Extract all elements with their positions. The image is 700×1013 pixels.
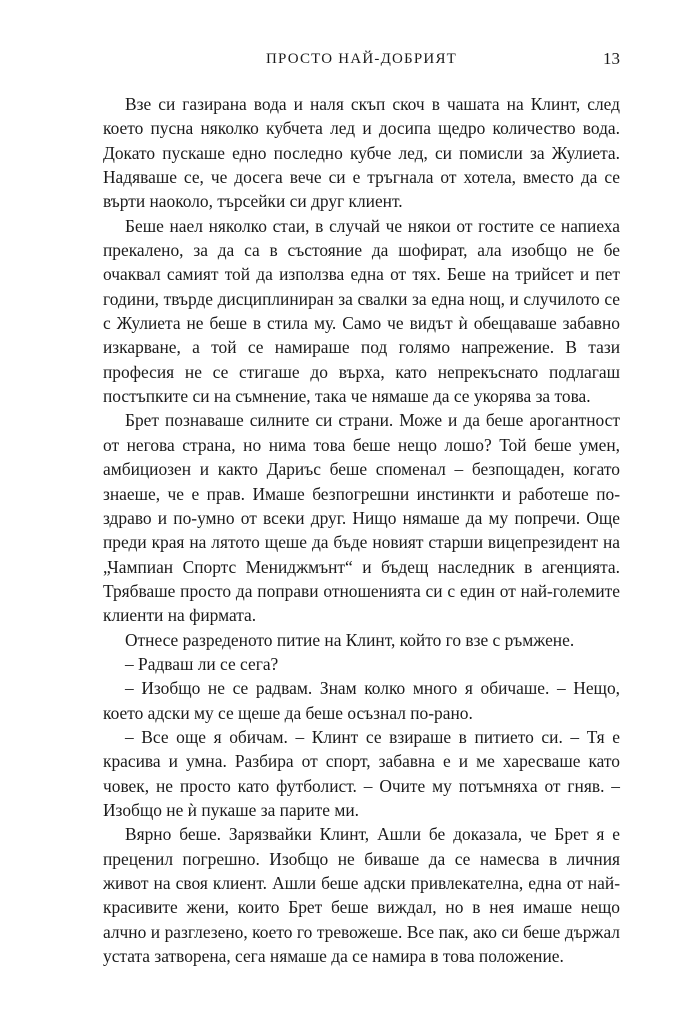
running-head bbox=[103, 44, 620, 74]
running-title: ПРОСТО НАЙ-ДОБРИЯТ bbox=[265, 51, 458, 67]
dialogue-line: – Изобщо не се радвам. Знам колко много я обичаше. – Нещо, което адски му се щеше да беше осъзнал по-рано. bbox=[103, 678, 620, 723]
paragraph: Беше наел няколко стаи, в случай че някои от гостите се напиеха прекалено, за да са в състояние да шофират, ала изобщо не бе очаквал самият той да използва една от тях. Беше на трийсет и пет години, твърде дисциплиниран за свалки за една нощ, и случилото се с Жулиета не беше в стила му. Само че видът ѝ обещаваше забавно изкарване, а той се намираше под голямо напрежение. В тази професия не се стигаше до върха, като непрекъснато подлагаш постъпките си на съмнение, така че нямаше да се укорява за това. bbox=[103, 215, 620, 407]
paragraph: Брет познаваше силните си страни. Може и да беше арогантност от негова страна, но нима това беше нещо лошо? Той беше умен, амбициозен и както Дариъс беше споменал – безпощаден, когато знаеше, че е прав. Имаше безпогрешни инстинкти и работеше по-здраво и по-умно от всеки друг. Нищо нямаше да му попречи. Още преди края на лятото щеше да бъде новият старши вицепрезидент на „Чампиан Спортс Мениджмънт“ и бъдещ наследник в агенцията. Трябваше просто да поправи отношенията си с един от най-големите клиенти на фирмата. bbox=[103, 410, 620, 626]
page-number: 13 bbox=[603, 49, 620, 68]
paragraph: Взе си газирана вода и наля скъп скоч в чашата на Клинт, след което пусна няколко кубчета лед и досипа щедро количество вода. Докато пускаше едно последно кубче лед, си помисли за Жулиета. Надяваше се, че досега вече си е тръгнала от хотела, вместо да се върти наоколо, търсейки си друг клиент. bbox=[103, 94, 620, 212]
paragraph: Вярно беше. Зарязвайки Клинт, Ашли бе доказала, че Брет я е преценил погрешно. Изобщо не биваше да се намесва в личния живот на своя клиент. Ашли беше адски привлекателна, една от най-красивите жени, които Брет беше виждал, но в нея имаше нещо алчно и разглезено, което го тревожеше. Все пак, ако си беше държал устата затворена, сега нямаше да се намира в това положение. bbox=[103, 824, 620, 967]
dialogue-line: – Все още я обичам. – Клинт се взираше в питието си. – Тя е красива и умна. Разбира от спорт, забавна е и ме харесваше като човек, не просто като футболист. – Очите му потъмняха от гняв. – Изобщо не ѝ пукаше за парите ми. bbox=[103, 726, 620, 820]
dialogue-line: – Радваш ли се сега? bbox=[125, 653, 279, 674]
paragraph: Отнесе разреденото питие на Клинт, който го взе с ръмжене. bbox=[125, 629, 575, 650]
body-text bbox=[103, 92, 620, 968]
